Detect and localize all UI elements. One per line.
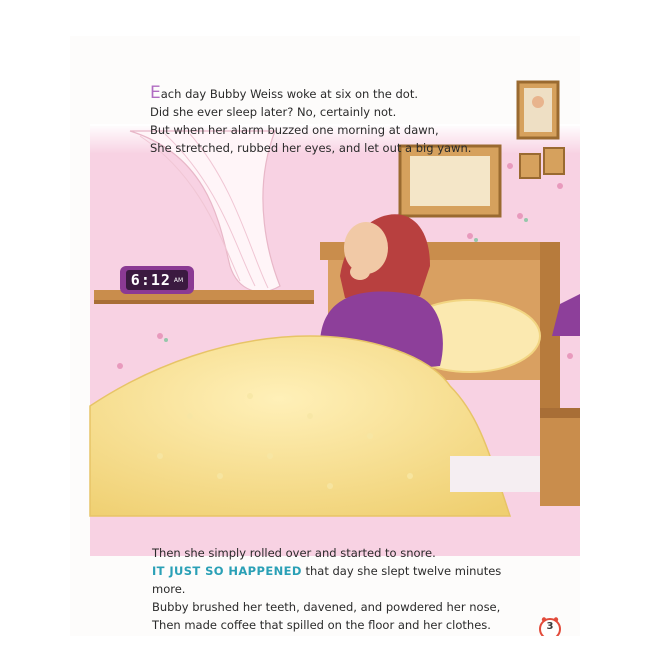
verse-top-line-1 <box>150 84 530 103</box>
verse-bottom-line-3: Bubby brushed her teeth, davened, and powdered her nose, <box>152 600 501 614</box>
page-number: 3 <box>546 621 554 632</box>
verse-bottom-line-4: Then made coffee that spilled on the floor and her clothes. <box>152 618 491 632</box>
verse-bottom-line-2-text: that day she slept twelve minutes more. <box>152 564 502 596</box>
alarm-clock-meridiem: AM <box>173 276 184 284</box>
page-number-clock-icon <box>538 616 562 636</box>
storybook-page <box>70 36 580 636</box>
verse-top-line-2: Did she ever sleep later? No, certainly not. <box>150 105 397 119</box>
nightstand <box>540 408 580 506</box>
alarm-clock-display <box>126 270 188 290</box>
verse-bottom <box>152 544 532 634</box>
verse-bottom-line-1: Then she simply rolled over and started to snore. <box>152 546 436 560</box>
verse-top-line-4: She stretched, rubbed her eyes, and let out a big yawn. <box>150 141 472 155</box>
alarm-clock-time: 6:12 <box>130 271 171 289</box>
verse-top <box>150 84 530 157</box>
drop-cap: E <box>150 83 161 103</box>
highlight-phrase: IT JUST SO HAPPENED <box>152 564 302 578</box>
verse-top-line-1-text: ach day Bubby Weiss woke at six on the dot. <box>160 87 419 101</box>
verse-top-line-3: But when her alarm buzzed one morning at dawn, <box>150 123 439 137</box>
verse-bottom-line-2 <box>152 562 532 598</box>
